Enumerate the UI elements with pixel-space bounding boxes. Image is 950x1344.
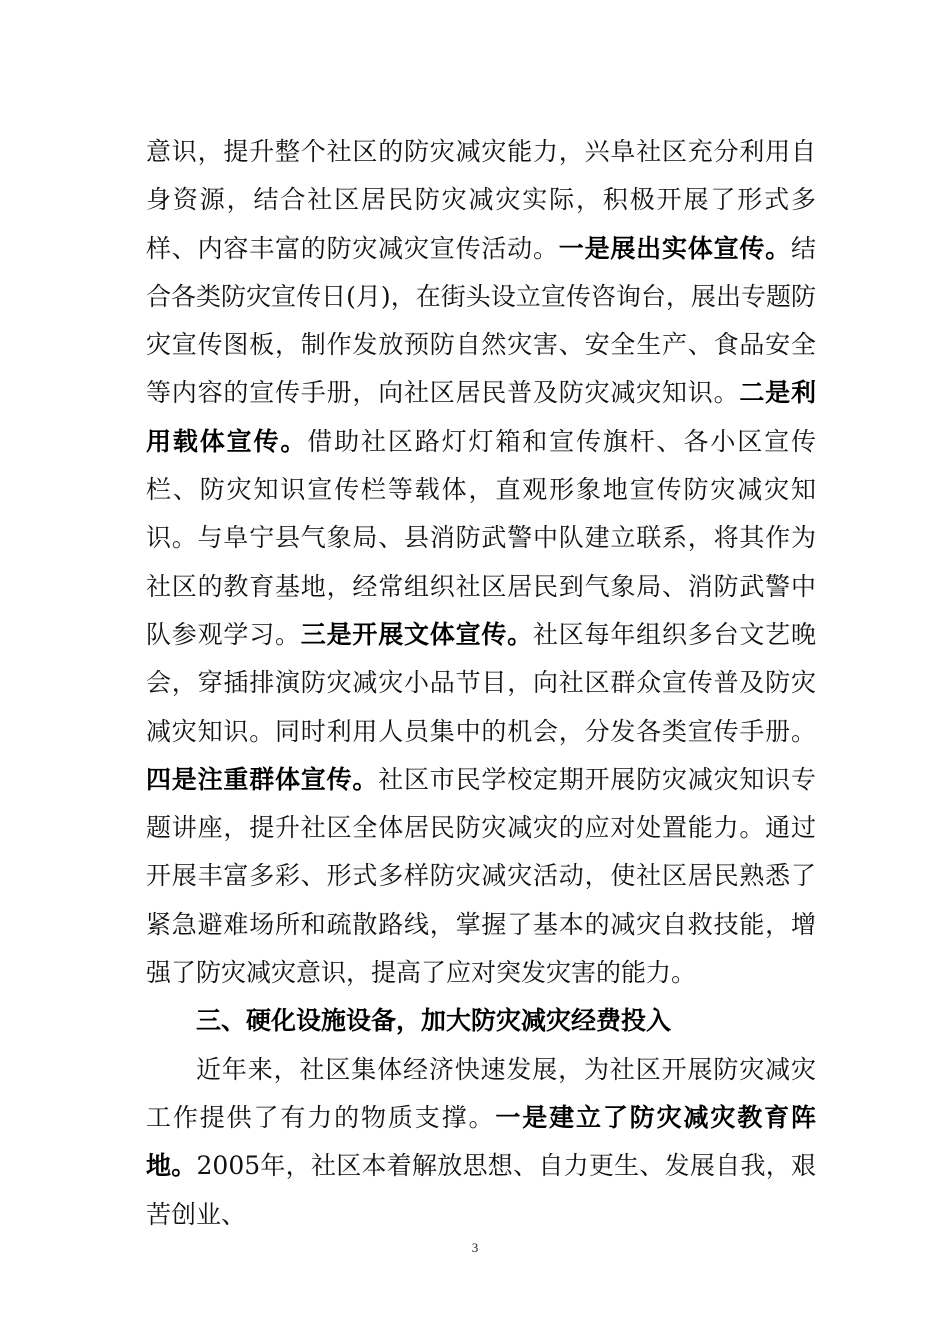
bold-lead-2: 二是利用载体宣传。 <box>146 378 816 456</box>
bold-lead-1: 一是展出实体宣传。 <box>558 233 791 263</box>
paragraph-text: 借助社区路灯灯箱和宣传旗杆、各小区宣传栏、防灾知识宣传栏等载体，直观形象地宣传防灾减灾知识。与阜宁县气象局、县消防武警中队建立联系，将其作为社区的教育基地，经常组织社区居民到气象局、消防武警中队参观学习。 <box>146 426 816 649</box>
page-number: 3 <box>471 1240 479 1255</box>
bold-lead-5: 一是建立了防灾减灾教育阵地。 <box>146 1102 816 1181</box>
section-heading: 三、硬化设施设备，加大防灾减灾经费投入 <box>196 1006 672 1036</box>
paragraph-text: 近年来，社区集体经济快速发展，为社区开展防灾减灾工作提供了有力的物质支撑。 <box>146 1054 816 1132</box>
paragraph-text: 社区市民学校定期开展防灾减灾知识专题讲座，提升社区全体居民防灾减灾的应对处置能力。通过开展丰富多彩、形式多样防灾减灾活动，使社区居民熟悉了紧急避难场所和疏散路线，掌握了基本的减灾自救技能，增强了防灾减灾意识，提高了应对突发灾害的能力。 <box>146 764 816 988</box>
bold-lead-3: 三是开展文体宣传。 <box>300 619 533 649</box>
paragraph-text: 意识，提升整个社区的防灾减灾能力，兴阜社区充分利用自身资源，结合社区居民防灾减灾实际，积极开展了形式多样、内容丰富的防灾减灾宣传活动。 <box>146 137 816 263</box>
paragraph-text: 社区每年组织多台文艺晚会，穿插排演防灾减灾小品节目，向社区群众宣传普及防灾减灾知识。同时利用人员集中的机会，分发各类宣传手册。 <box>146 619 816 746</box>
paragraph-text: 结合各类防灾宣传日(月)，在街头设立宣传咨询台，展出专题防灾宣传图板，制作发放预防自然灾害、安全生产、食品安全等内容的宣传手册，向社区居民普及防灾减灾知识。 <box>146 233 816 408</box>
paragraph-publicity <box>146 128 816 997</box>
paragraph-text: 2005年，社区本着解放思想、自力更生、发展自我，艰苦创业、 <box>146 1151 816 1229</box>
body-text <box>146 128 816 1239</box>
bold-lead-4: 四是注重群体宣传。 <box>146 764 379 794</box>
paragraph-funding <box>146 1046 816 1239</box>
